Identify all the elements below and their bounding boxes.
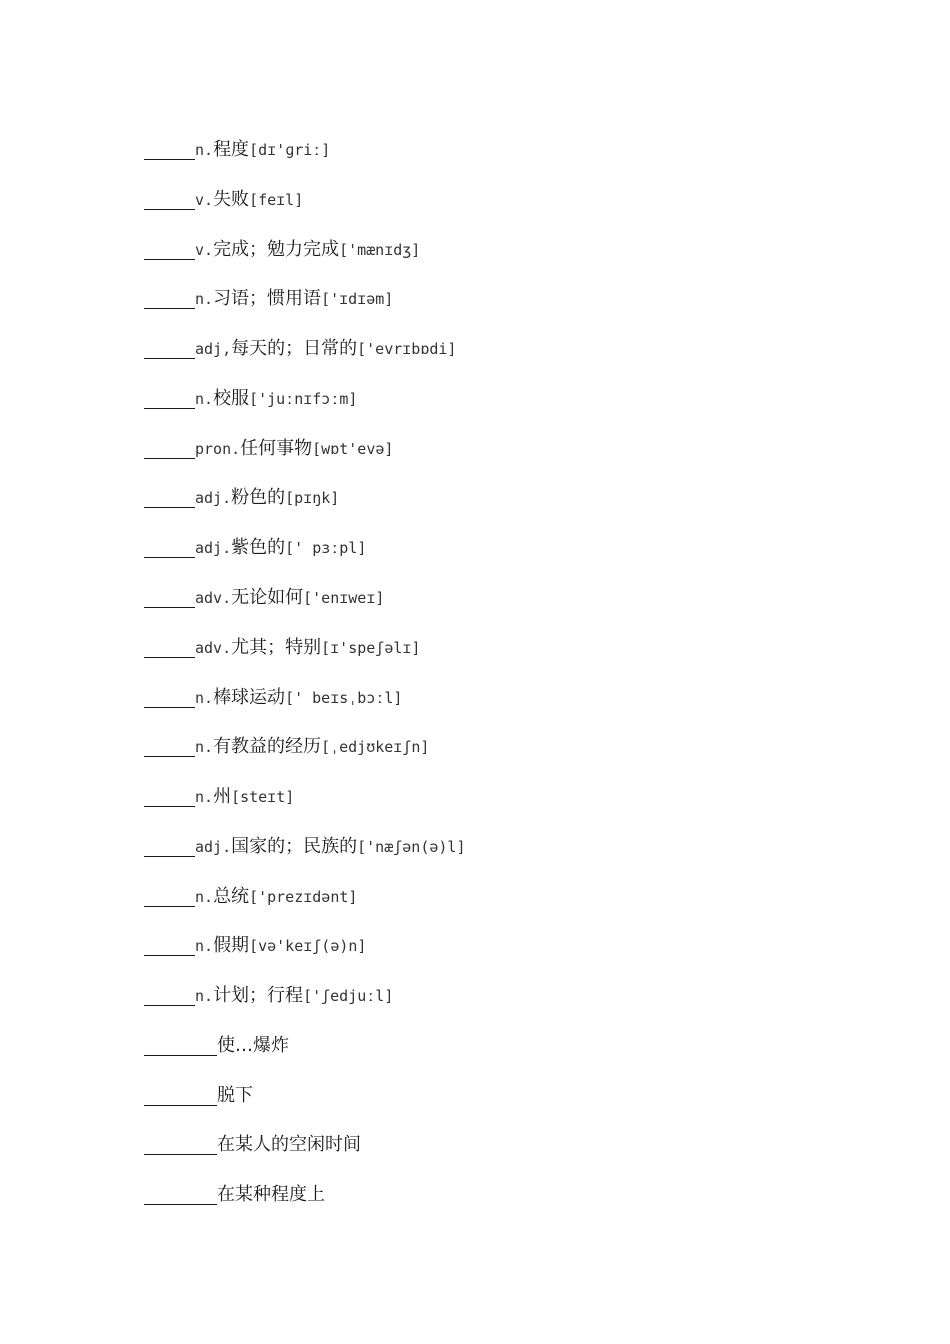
answer-blank[interactable] bbox=[144, 487, 195, 508]
part-of-speech: n. bbox=[195, 141, 214, 159]
chinese-meaning: 使…爆炸 bbox=[217, 1035, 289, 1056]
phonetic: [ɪ'speʃəlɪ] bbox=[321, 639, 421, 657]
vocab-entry bbox=[144, 583, 384, 613]
answer-blank[interactable] bbox=[144, 239, 195, 260]
part-of-speech: adv. bbox=[195, 589, 232, 607]
answer-blank[interactable] bbox=[144, 687, 195, 708]
phrase-entry bbox=[144, 1180, 325, 1210]
vocab-entry bbox=[144, 633, 420, 663]
phonetic: [feɪl] bbox=[249, 191, 304, 209]
phonetic: [ˌedjʊkeɪʃn] bbox=[321, 738, 430, 756]
chinese-meaning: 粉色的 bbox=[231, 487, 286, 508]
vocab-entry bbox=[144, 832, 466, 862]
phonetic: ['næʃən(ə)l] bbox=[357, 838, 466, 856]
part-of-speech: n. bbox=[195, 788, 214, 806]
answer-blank[interactable] bbox=[144, 288, 195, 309]
part-of-speech: n. bbox=[195, 290, 214, 308]
chinese-meaning: 完成；勉力完成 bbox=[213, 239, 340, 260]
phonetic: ['ɪdɪəm] bbox=[321, 290, 394, 308]
part-of-speech: adv. bbox=[195, 639, 232, 657]
answer-blank[interactable] bbox=[144, 1035, 217, 1056]
chinese-meaning: 有教益的经历 bbox=[213, 736, 322, 757]
phonetic: ['enɪweɪ] bbox=[303, 589, 385, 607]
vocab-entry bbox=[144, 683, 402, 713]
phrase-entry bbox=[144, 1130, 361, 1160]
vocab-entry bbox=[144, 434, 393, 464]
phonetic: [və'keɪʃ(ə)n] bbox=[249, 937, 367, 955]
part-of-speech: n. bbox=[195, 937, 214, 955]
vocab-entry bbox=[144, 284, 393, 314]
phonetic: ['evrɪbɒdi] bbox=[357, 340, 457, 358]
vocab-entry bbox=[144, 981, 393, 1011]
vocab-entry bbox=[144, 185, 303, 215]
part-of-speech: adj, bbox=[195, 340, 232, 358]
answer-blank[interactable] bbox=[144, 1134, 217, 1155]
chinese-meaning: 棒球运动 bbox=[213, 687, 286, 708]
vocab-entry bbox=[144, 384, 357, 414]
chinese-meaning: 校服 bbox=[213, 388, 250, 409]
part-of-speech: v. bbox=[195, 191, 214, 209]
part-of-speech: pron. bbox=[195, 440, 241, 458]
vocab-entry bbox=[144, 235, 420, 265]
answer-blank[interactable] bbox=[144, 985, 195, 1006]
answer-blank[interactable] bbox=[144, 637, 195, 658]
answer-blank[interactable] bbox=[144, 189, 195, 210]
phonetic: ['ʃedjuːl] bbox=[303, 987, 394, 1005]
chinese-meaning: 计划；行程 bbox=[213, 985, 304, 1006]
part-of-speech: n. bbox=[195, 689, 214, 707]
phrase-entry bbox=[144, 1081, 253, 1111]
answer-blank[interactable] bbox=[144, 587, 195, 608]
phonetic: [dɪ'ɡriː] bbox=[249, 141, 331, 159]
chinese-meaning: 紫色的 bbox=[231, 537, 286, 558]
part-of-speech: adj. bbox=[195, 489, 232, 507]
chinese-meaning: 程度 bbox=[213, 139, 250, 160]
vocab-entry bbox=[144, 732, 429, 762]
answer-blank[interactable] bbox=[144, 388, 195, 409]
chinese-meaning: 任何事物 bbox=[240, 438, 313, 459]
answer-blank[interactable] bbox=[144, 935, 195, 956]
vocab-entry bbox=[144, 483, 339, 513]
part-of-speech: n. bbox=[195, 738, 214, 756]
vocab-entry bbox=[144, 782, 294, 812]
chinese-meaning: 每天的；日常的 bbox=[231, 338, 358, 359]
vocab-entry bbox=[144, 533, 366, 563]
chinese-meaning: 失败 bbox=[213, 189, 250, 210]
answer-blank[interactable] bbox=[144, 886, 195, 907]
chinese-meaning: 假期 bbox=[213, 935, 250, 956]
phrase-entry bbox=[144, 1031, 289, 1061]
answer-blank[interactable] bbox=[144, 139, 195, 160]
answer-blank[interactable] bbox=[144, 786, 195, 807]
phonetic: [' pɜːpl] bbox=[285, 539, 367, 557]
phonetic: [' beɪsˌbɔːl] bbox=[285, 689, 403, 707]
part-of-speech: n. bbox=[195, 888, 214, 906]
answer-blank[interactable] bbox=[144, 1085, 217, 1106]
answer-blank[interactable] bbox=[144, 438, 195, 459]
phonetic: [steɪt] bbox=[231, 788, 295, 806]
vocab-entry bbox=[144, 882, 357, 912]
answer-blank[interactable] bbox=[144, 1184, 217, 1205]
answer-blank[interactable] bbox=[144, 736, 195, 757]
chinese-meaning: 习语；惯用语 bbox=[213, 288, 322, 309]
phonetic: [wɒt'evə] bbox=[312, 440, 394, 458]
part-of-speech: n. bbox=[195, 987, 214, 1005]
chinese-meaning: 脱下 bbox=[217, 1085, 253, 1106]
chinese-meaning: 在某种程度上 bbox=[217, 1184, 325, 1205]
phonetic: ['mænɪdʒ] bbox=[339, 241, 421, 259]
part-of-speech: adj. bbox=[195, 539, 232, 557]
chinese-meaning: 在某人的空闲时间 bbox=[217, 1134, 361, 1155]
answer-blank[interactable] bbox=[144, 836, 195, 857]
vocab-entry bbox=[144, 931, 366, 961]
phonetic: ['juːnɪfɔːm] bbox=[249, 390, 358, 408]
vocab-entry bbox=[144, 334, 456, 364]
vocab-entry bbox=[144, 135, 330, 165]
chinese-meaning: 总统 bbox=[213, 886, 250, 907]
answer-blank[interactable] bbox=[144, 537, 195, 558]
part-of-speech: v. bbox=[195, 241, 214, 259]
chinese-meaning: 国家的；民族的 bbox=[231, 836, 358, 857]
answer-blank[interactable] bbox=[144, 338, 195, 359]
chinese-meaning: 无论如何 bbox=[231, 587, 304, 608]
phonetic: ['prezɪdənt] bbox=[249, 888, 358, 906]
phonetic: [pɪŋk] bbox=[285, 489, 340, 507]
chinese-meaning: 尤其；特别 bbox=[231, 637, 322, 658]
chinese-meaning: 州 bbox=[213, 786, 232, 807]
part-of-speech: n. bbox=[195, 390, 214, 408]
part-of-speech: adj. bbox=[195, 838, 232, 856]
